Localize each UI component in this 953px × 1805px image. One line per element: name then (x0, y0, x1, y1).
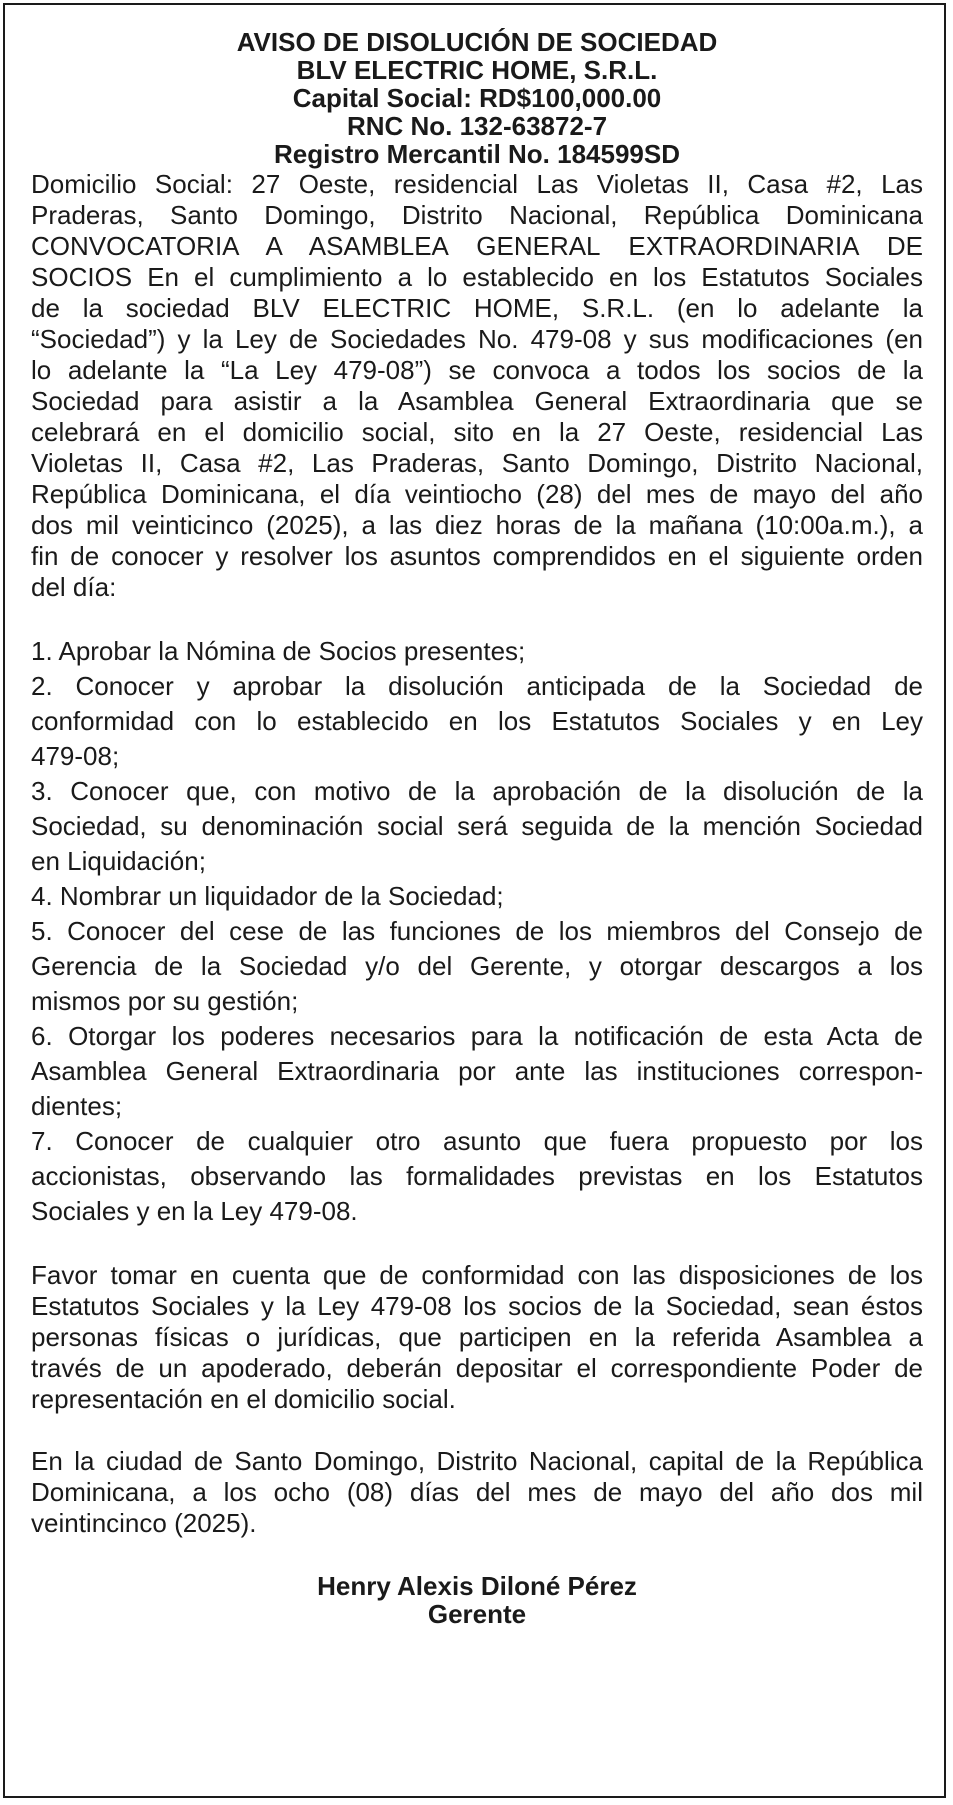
agenda-item-line: Asamblea General Extraordinaria por ante las instituciones correspon- (31, 1056, 923, 1086)
agenda-item-line: accionistas, observando las formalidades previstas en los Estatutos (31, 1161, 923, 1191)
rnc-number: RNC No. 132-63872-7 (346, 111, 608, 141)
closing-line: Dominicana, a los ocho (08) días del mes de mayo del año dos mil (31, 1477, 923, 1507)
agenda-item (31, 1124, 923, 1229)
convocation-line: “Sociedad”) y la Ley de Sociedades No. 479-08 y sus modificaciones (en (31, 324, 923, 354)
agenda-item-line: mismos por su gestión; (31, 986, 299, 1016)
spacer (31, 603, 923, 634)
closing-line: En la ciudad de Santo Domingo, Distrito Nacional, capital de la República (31, 1446, 923, 1476)
convocation-line: del día: (31, 572, 117, 602)
agenda-item-line: conformidad con lo establecido en los Estatutos Sociales y en Ley (31, 706, 923, 736)
convocation-line: celebrará en el domicilio social, sito en la 27 Oeste, residencial Las (31, 417, 923, 447)
capital-social: Capital Social: RD$100,000.00 (292, 83, 662, 113)
convocation-line: CONVOCATORIA A ASAMBLEA GENERAL EXTRAORDINARIA DE (31, 231, 923, 261)
proxy-notice-line: Estatutos Sociales y la Ley 479-08 los socios de la Sociedad, sean éstos (31, 1291, 923, 1321)
agenda-item-line: dientes; (31, 1091, 123, 1121)
convocation-line: SOCIOS En el cumplimiento a lo establecido en los Estatutos Sociales (31, 262, 923, 292)
spacer (31, 1415, 923, 1446)
agenda-item-line: 479-08; (31, 741, 120, 771)
proxy-notice-line: Favor tomar en cuenta que de conformidad con las disposiciones de los (31, 1260, 923, 1290)
convocation-line: Violetas II, Casa #2, Las Praderas, Santo Domingo, Distrito Nacional, (31, 448, 923, 478)
agenda-item-line: 1. Aprobar la Nómina de Socios presentes; (31, 636, 526, 666)
proxy-notice-line: través de un apoderado, deberán depositar el correspondiente Poder de (31, 1353, 923, 1383)
agenda-item-line: 6. Otorgar los poderes necesarios para la notificación de esta Acta de (31, 1021, 923, 1051)
agenda-item-line: 2. Conocer y aprobar la disolución anticipada de la Sociedad de (31, 671, 923, 701)
agenda-item-line: Gerencia de la Sociedad y/o del Gerente, y otorgar descargos a los (31, 951, 923, 981)
closing-paragraph (31, 1446, 923, 1539)
convocation-line: lo adelante la “La Ley 479-08”) se convoca a todos los socios de la (31, 355, 923, 385)
agenda-item-line: Sociales y en la Ley 479-08. (31, 1196, 358, 1226)
agenda-item (31, 669, 923, 774)
convocation-line: Domicilio Social: 27 Oeste, residencial Las Violetas II, Casa #2, Las (31, 169, 923, 199)
agenda-item (31, 634, 923, 669)
notice-title: AVISO DE DISOLUCIÓN DE SOCIEDAD (236, 27, 718, 57)
agenda-item (31, 879, 923, 914)
dissolution-notice (31, 28, 923, 1628)
signatory-name: Henry Alexis Diloné Pérez (317, 1571, 637, 1601)
agenda-item-line: 3. Conocer que, con motivo de la aprobación de la disolución de la (31, 776, 923, 806)
notice-header (31, 28, 923, 168)
convocation-line: de la sociedad BLV ELECTRIC HOME, S.R.L. (en lo adelante la (31, 293, 923, 323)
agenda-item-line: en Liquidación; (31, 846, 206, 876)
proxy-notice-paragraph (31, 1260, 923, 1415)
signature-block (31, 1572, 923, 1628)
closing-line: veintincinco (2025). (31, 1508, 257, 1538)
agenda-item-line: 5. Conocer del cese de las funciones de los miembros del Consejo de (31, 916, 923, 946)
signatory-role: Gerente (427, 1599, 527, 1629)
convocation-line: fin de conocer y resolver los asuntos comprendidos en el siguiente orden (31, 541, 923, 571)
agenda-list (31, 634, 923, 1229)
agenda-item (31, 774, 923, 879)
agenda-item (31, 914, 923, 1019)
agenda-item-line: 4. Nombrar un liquidador de la Sociedad; (31, 881, 504, 911)
agenda-item-line: 7. Conocer de cualquier otro asunto que fuera propuesto por los (31, 1126, 923, 1156)
spacer (31, 1229, 923, 1260)
proxy-notice-line: personas físicas o jurídicas, que participen en la referida Asamblea a (31, 1322, 923, 1352)
convocation-line: Praderas, Santo Domingo, Distrito Nacional, República Dominicana (31, 200, 923, 230)
agenda-item (31, 1019, 923, 1124)
convocation-line: dos mil veinticinco (2025), a las diez horas de la mañana (10:00a.m.), a (31, 510, 923, 540)
convocation-paragraph (31, 169, 923, 603)
proxy-notice-line: representación en el domicilio social. (31, 1384, 456, 1414)
company-name: BLV ELECTRIC HOME, S.R.L. (296, 55, 658, 85)
convocation-line: Sociedad para asistir a la Asamblea General Extraordinaria que se (31, 386, 923, 416)
mercantile-registry: Registro Mercantil No. 184599SD (273, 139, 681, 169)
convocation-line: República Dominicana, el día veintiocho (28) del mes de mayo del año (31, 479, 923, 509)
agenda-item-line: Sociedad, su denominación social será seguida de la mención Sociedad (31, 811, 923, 841)
